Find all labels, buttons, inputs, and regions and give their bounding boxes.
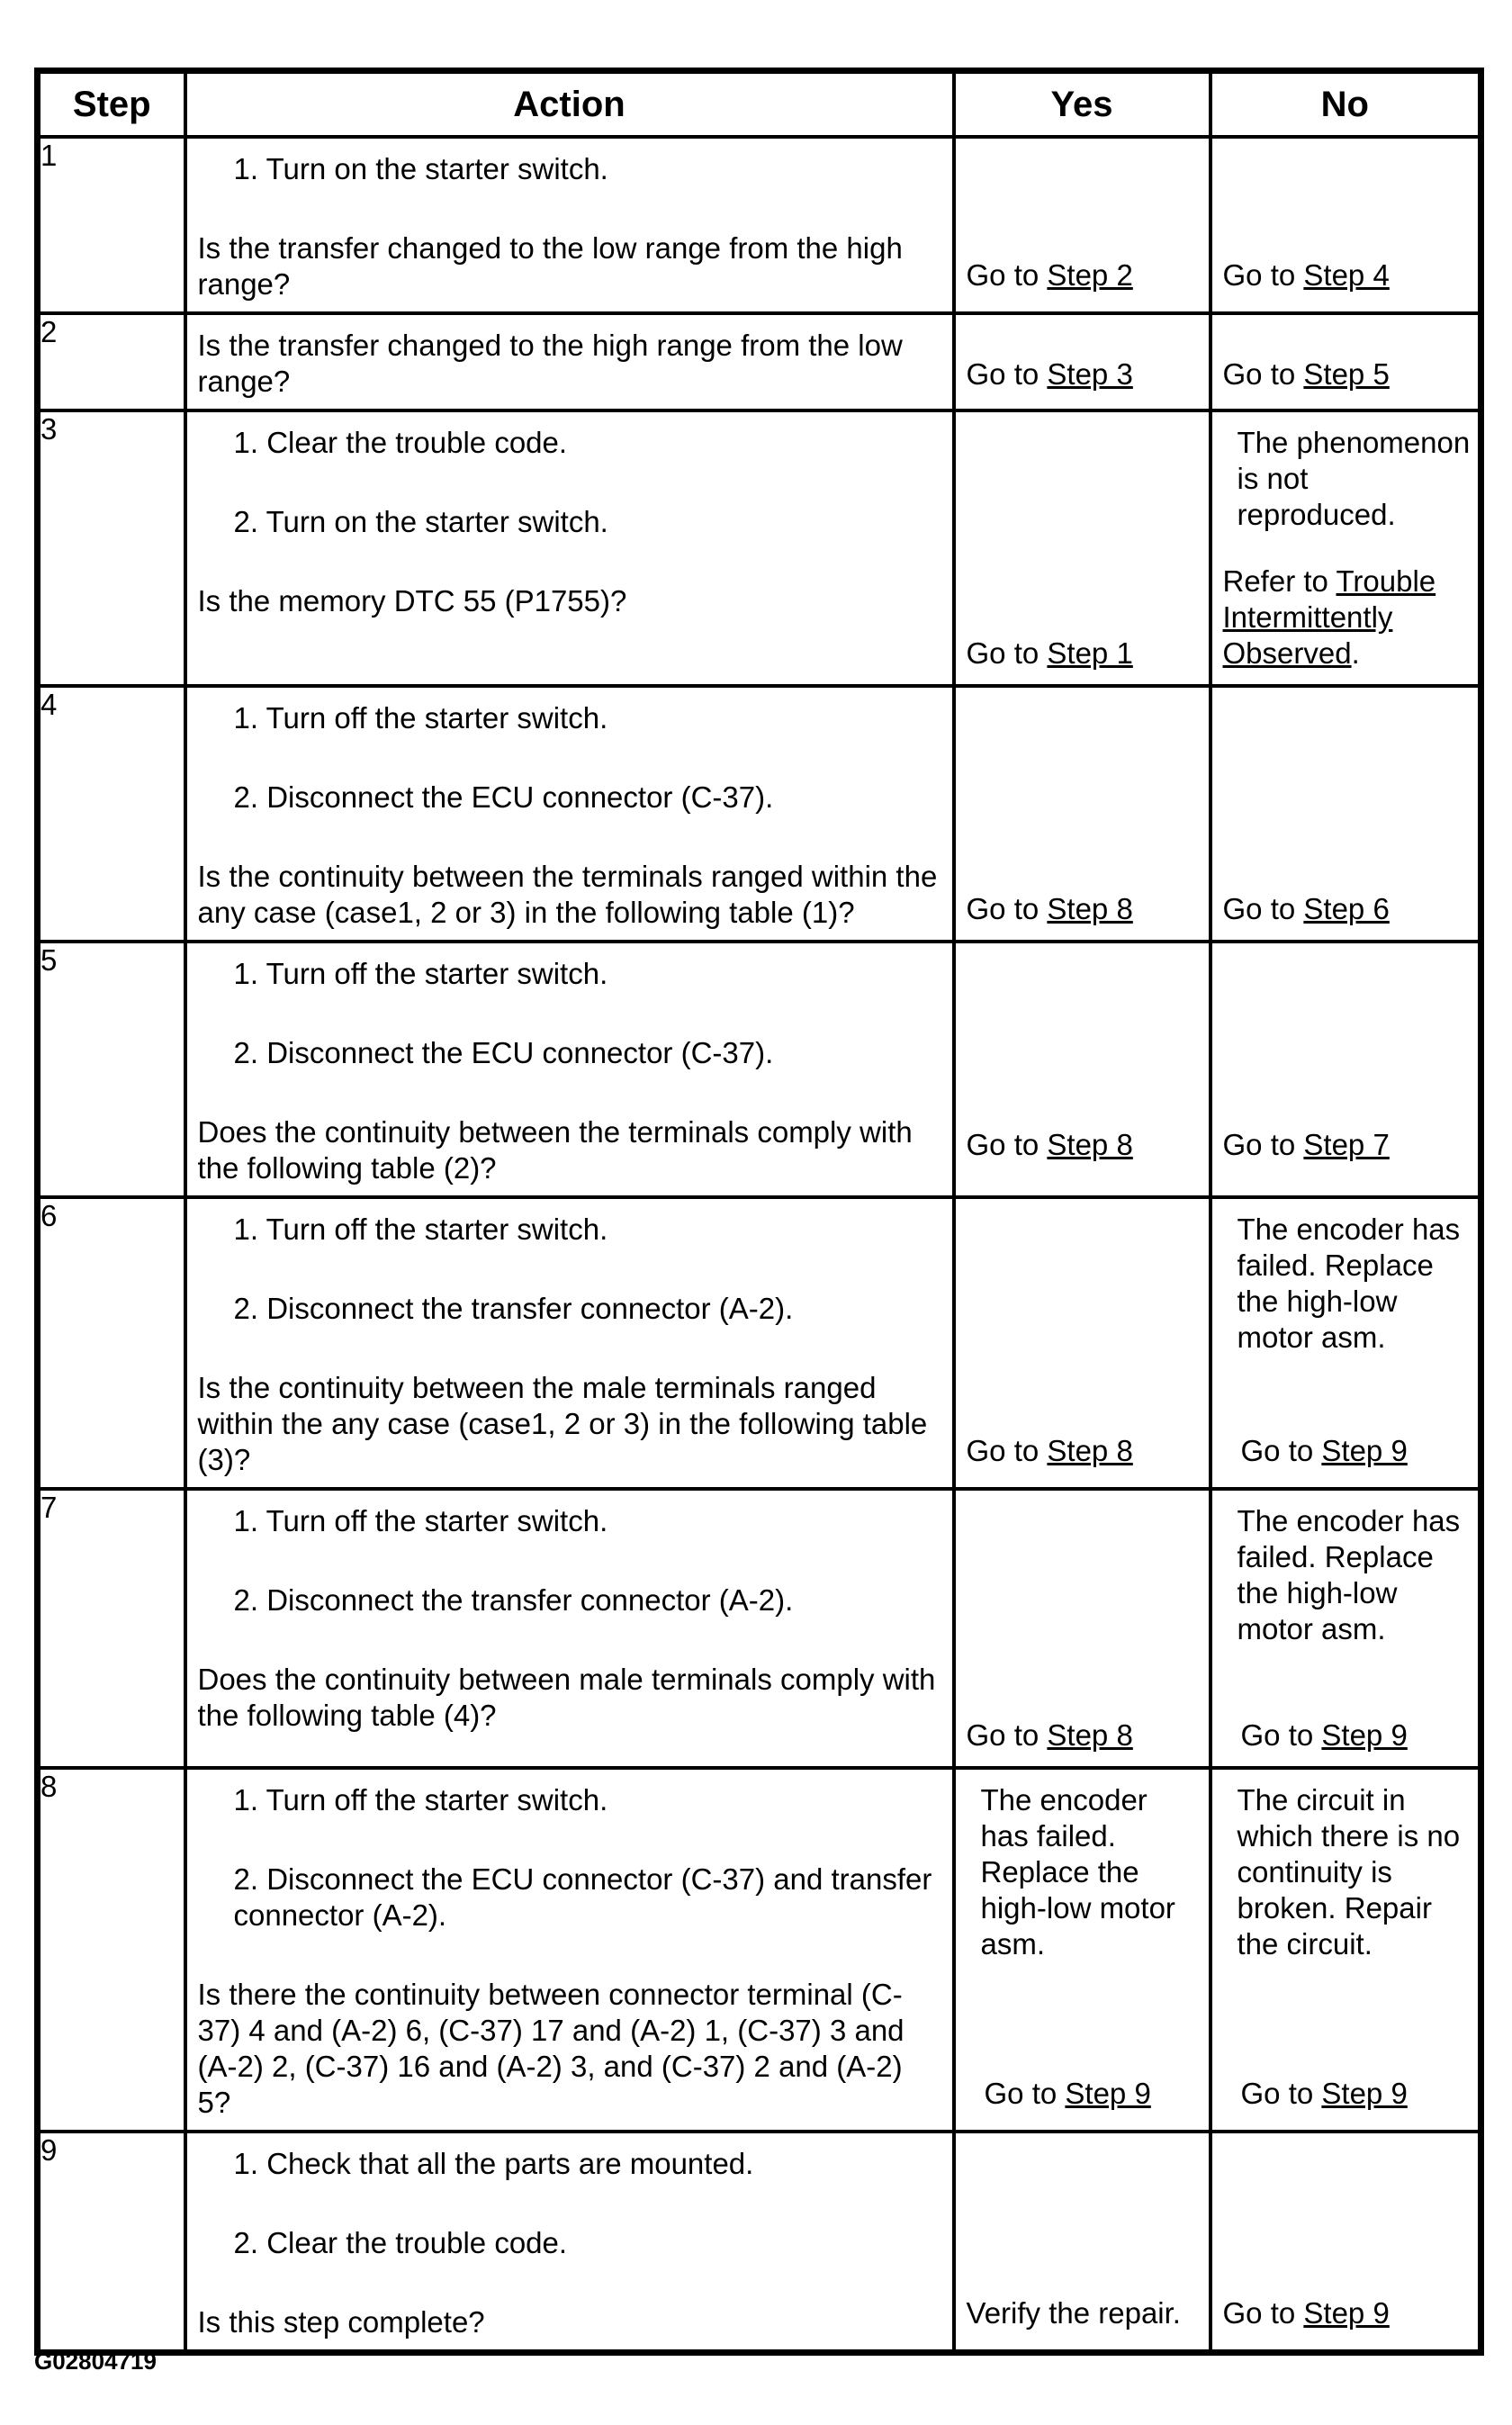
action-question: Is the transfer changed to the high range from the low range? [197,329,903,398]
yes-goto [967,356,1202,392]
yes-step-link[interactable]: Step 2 [1047,258,1133,292]
yes-outcome [956,2133,1209,2340]
no-goto-prefix: Go to [1222,892,1304,925]
no-step-link[interactable]: Step 9 [1321,2077,1408,2110]
no-outcome [1212,139,1479,302]
table-row [38,686,1481,942]
no-step-link[interactable]: Step 5 [1303,357,1390,391]
yes-cell [954,410,1210,686]
no-cell [1210,2132,1481,2353]
action-instruction: 1. Turn off the starter switch. [233,1783,608,1816]
action-cell [185,410,954,686]
no-goto-prefix: Go to [1240,1434,1322,1467]
no-message: The phenomenon is not reproduced. [1237,426,1471,531]
yes-goto [967,1127,1202,1163]
no-outcome [1212,943,1479,1172]
action-question: Does the continuity between male terminals comply with the following table (4)? [197,1663,936,1732]
action-content [187,943,952,1195]
diagnostic-procedure-table [34,68,1484,2356]
yes-step-link[interactable]: Step 1 [1047,636,1133,670]
action-question: Is the transfer changed to the low range from the high range? [197,231,903,301]
yes-step-link[interactable]: Step 3 [1047,357,1133,391]
yes-goto [967,891,1202,927]
no-goto-prefix: Go to [1240,1718,1322,1752]
action-instruction: 2. Disconnect the ECU connector (C-37). [233,780,774,814]
action-cell [185,2132,954,2353]
yes-goto-prefix: Go to [966,258,1048,292]
table-row [38,1197,1481,1489]
table-row [38,137,1481,313]
action-cell [185,313,954,410]
yes-outcome [956,688,1209,936]
no-outcome [1212,1770,1479,2121]
table-row [38,313,1481,410]
yes-outcome [956,139,1209,302]
action-question: Is the memory DTC 55 (P1755)? [197,584,627,618]
yes-goto-prefix: Go to [966,636,1048,670]
step-number: 7 [38,1489,185,1768]
yes-step-link[interactable]: Step 8 [1047,1718,1133,1752]
action-instruction: 2. Disconnect the ECU connector (C-37) and transfer connector (A-2). [233,1862,932,1932]
no-goto [1223,1717,1472,1753]
no-step-link[interactable]: Step 9 [1321,1718,1408,1752]
yes-goto [967,2076,1202,2112]
step-number: 2 [38,313,185,410]
no-step-link[interactable]: Step 4 [1303,258,1390,292]
action-instruction: 2. Clear the trouble code. [233,2226,568,2259]
no-step-link[interactable]: Step 9 [1303,2296,1390,2330]
no-goto [1223,356,1472,392]
header-yes: Yes [954,71,1210,138]
action-question: Is the continuity between the male terminals ranged within the any case (case1, 2 or 3) in the following table (3)? [197,1371,928,1476]
action-instruction: 2. Disconnect the ECU connector (C-37). [233,1036,774,1069]
yes-cell [954,313,1210,410]
no-cell [1210,137,1481,313]
no-goto-prefix: Go to [1222,357,1304,391]
yes-goto [967,257,1202,293]
action-cell [185,1768,954,2132]
no-cell [1210,1768,1481,2132]
yes-cell [954,2132,1210,2353]
action-instruction: 1. Turn off the starter switch. [233,1212,608,1246]
yes-step-link[interactable]: Step 8 [1047,1434,1133,1467]
action-question: Is this step complete? [197,2305,485,2339]
yes-outcome [956,315,1209,401]
no-cell [1210,686,1481,942]
yes-cell [954,1197,1210,1489]
step-number: 5 [38,942,185,1197]
action-content [187,1199,952,1487]
action-instruction: 2. Disconnect the transfer connector (A-2). [233,1292,794,1325]
no-cell [1210,942,1481,1197]
yes-step-link[interactable]: Step 8 [1047,1128,1133,1161]
step-number: 1 [38,137,185,313]
no-goto [1223,1433,1472,1469]
action-cell [185,942,954,1197]
no-step-link[interactable]: Step 6 [1303,892,1390,925]
yes-cell [954,686,1210,942]
yes-outcome [956,943,1209,1172]
no-goto-prefix: Go to [1222,2296,1304,2330]
no-outcome [1212,1199,1479,1478]
no-goto [1223,2076,1472,2112]
yes-outcome [956,1770,1209,2121]
yes-goto [967,1717,1202,1753]
step-number: 6 [38,1197,185,1489]
header-action: Action [185,71,954,138]
yes-message: The encoder has failed. Replace the high-low motor asm. [980,1783,1175,1961]
step-number: 8 [38,1768,185,2132]
action-content [187,688,952,940]
yes-goto-prefix: Go to [984,2077,1066,2110]
step-number: 3 [38,410,185,686]
step-number: 4 [38,686,185,942]
no-step-link[interactable]: Step 7 [1303,1128,1390,1161]
no-outcome [1212,2133,1479,2340]
no-outcome [1212,412,1479,681]
action-content [187,1770,952,2130]
yes-outcome [956,1491,1209,1762]
action-cell [185,1197,954,1489]
action-question: Is the continuity between the terminals ranged within the any case (case1, 2 or 3) in the following table (1)? [197,860,938,929]
action-question: Does the continuity between the terminals comply with the following table (2)? [197,1115,913,1185]
no-goto-prefix: Refer to [1222,564,1336,598]
no-outcome [1212,688,1479,936]
action-instruction: 1. Turn off the starter switch. [233,701,608,735]
action-question: Is there the continuity between connector terminal (C-37) 4 and (A-2) 6, (C-37) 17 and (A-2) 1, (C-37) 3 and (A-2) 2, (C-37) 16 and (A-2) 3, and (C-37) 2 and (A-2) 5? [197,1978,904,2119]
yes-cell [954,137,1210,313]
action-instruction: 1. Turn off the starter switch. [233,1504,608,1537]
action-instruction: 1. Check that all the parts are mounted. [233,2147,754,2180]
no-step-link[interactable]: Trouble Intermittently Observed [1222,564,1436,670]
no-cell [1210,1197,1481,1489]
yes-text: Verify the repair. [966,2296,1181,2330]
no-outcome [1212,1491,1479,1762]
no-goto [1223,891,1472,927]
table-row [38,410,1481,686]
yes-outcome [956,1199,1209,1478]
table-row [38,1768,1481,2132]
step-number: 9 [38,2132,185,2353]
no-goto-suffix: . [1351,636,1360,670]
action-cell [185,137,954,313]
yes-cell [954,1489,1210,1768]
action-content [187,1491,952,1743]
action-content [187,412,952,628]
header-step: Step [38,71,185,138]
yes-cell [954,942,1210,1197]
yes-goto-prefix: Go to [966,357,1048,391]
no-goto-prefix: Go to [1222,1128,1304,1161]
yes-goto-prefix: Go to [966,1128,1048,1161]
no-goto [1223,1127,1472,1163]
yes-outcome [956,412,1209,681]
no-message: The encoder has failed. Replace the high-low motor asm. [1237,1504,1461,1645]
no-message: The encoder has failed. Replace the high-low motor asm. [1237,1212,1461,1354]
table-row [38,2132,1481,2353]
action-instruction: 1. Turn on the starter switch. [233,152,608,185]
yes-goto-prefix: Go to [966,1434,1048,1467]
no-outcome [1212,315,1479,401]
yes-goto-prefix: Go to [966,892,1048,925]
action-instruction: 2. Turn on the starter switch. [233,505,608,538]
header-no: No [1210,71,1481,138]
table-header-row [38,71,1481,138]
yes-cell [954,1768,1210,2132]
no-goto [1223,2295,1472,2331]
no-goto-prefix: Go to [1240,2077,1322,2110]
yes-goto [967,636,1202,672]
action-content [187,2133,952,2349]
no-message: The circuit in which there is no continuity is broken. Repair the circuit. [1237,1783,1461,1961]
no-goto-prefix: Go to [1222,258,1304,292]
action-cell [185,686,954,942]
no-cell [1210,410,1481,686]
no-goto [1223,563,1472,672]
action-content [187,139,952,311]
action-content [187,315,952,409]
no-cell [1210,1489,1481,1768]
yes-step-link[interactable]: Step 9 [1065,2077,1151,2110]
yes-step-link[interactable]: Step 8 [1047,892,1133,925]
action-cell [185,1489,954,1768]
action-instruction: 1. Clear the trouble code. [233,426,568,459]
action-instruction: 1. Turn off the starter switch. [233,957,608,990]
no-step-link[interactable]: Step 9 [1321,1434,1408,1467]
no-goto [1223,257,1472,293]
no-cell [1210,313,1481,410]
yes-goto [967,1433,1202,1469]
figure-code: G02804719 [34,2348,157,2375]
yes-goto-prefix: Go to [966,1718,1048,1752]
action-instruction: 2. Disconnect the transfer connector (A-2). [233,1583,794,1617]
table-row [38,1489,1481,1768]
table-row [38,942,1481,1197]
